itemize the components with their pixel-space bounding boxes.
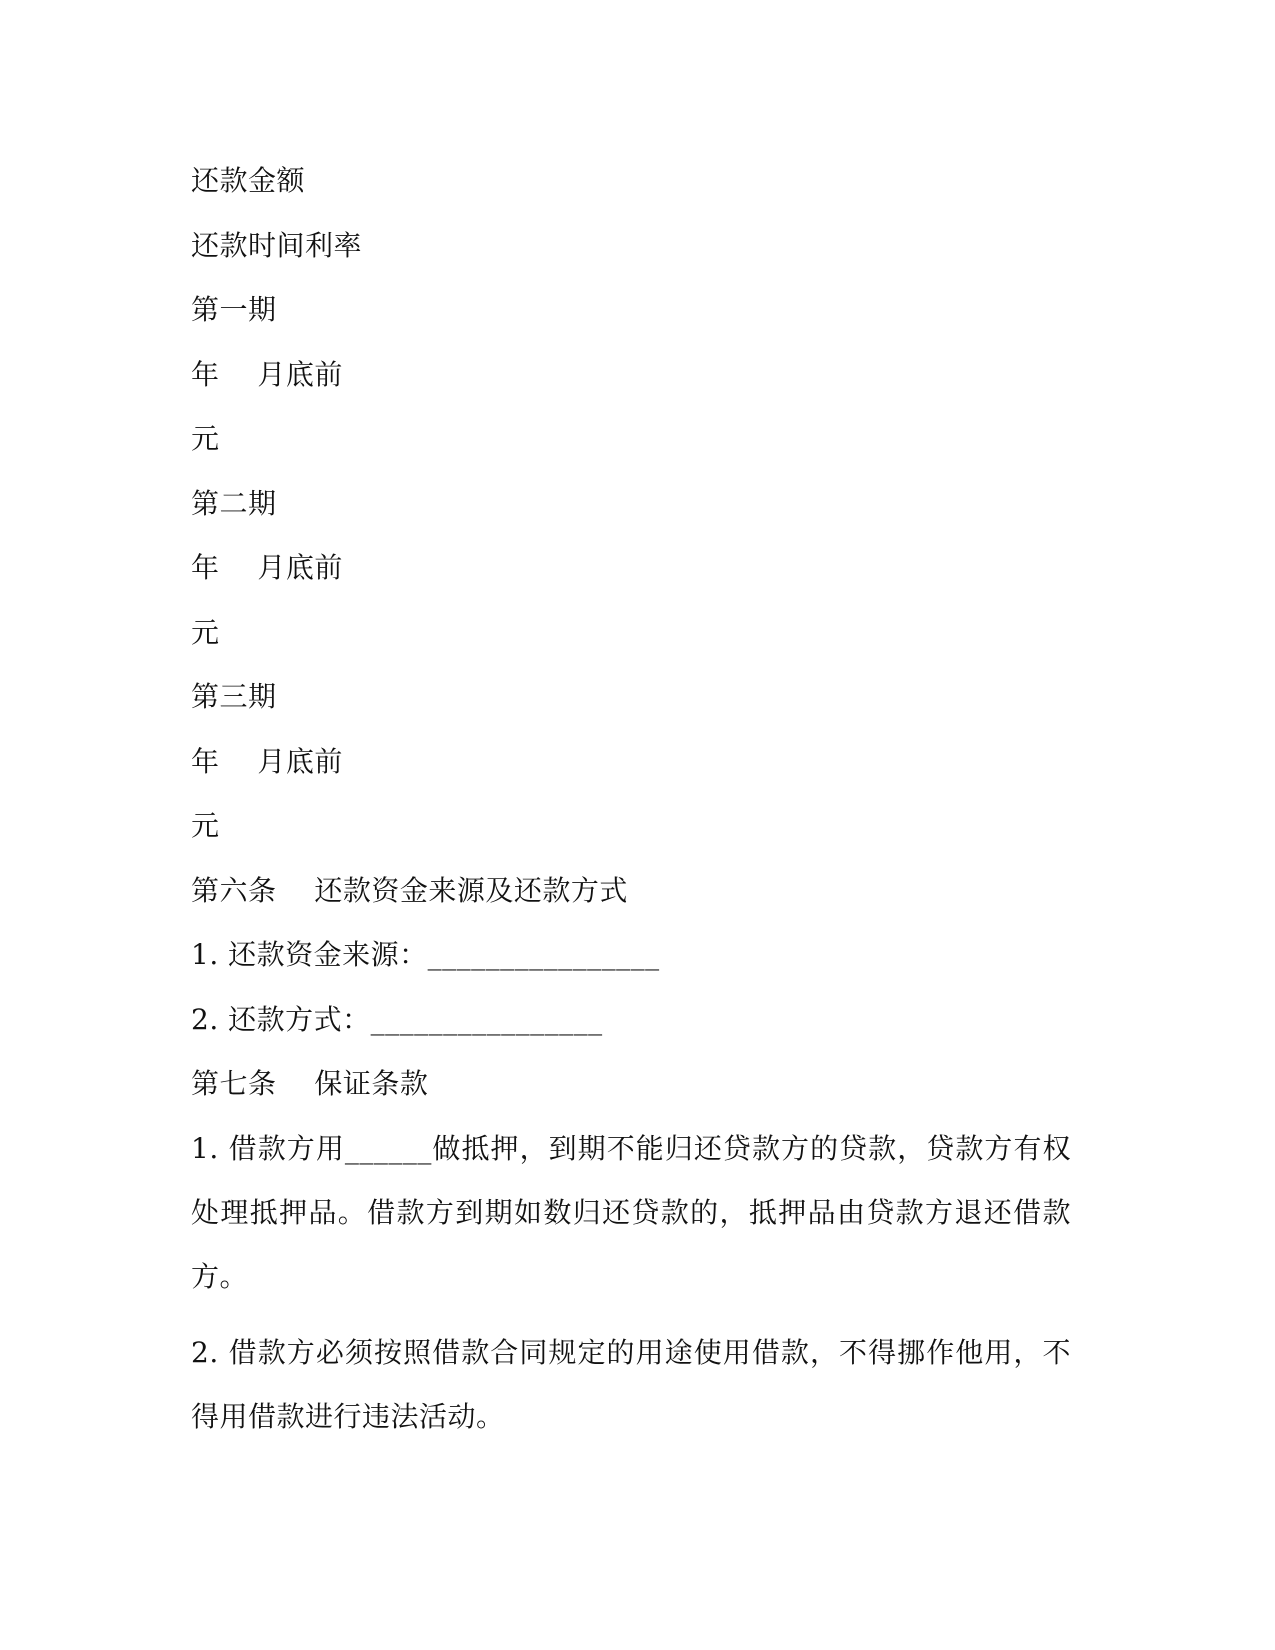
article-6-item-1: 1. 还款资金来源：________________ [191, 938, 660, 971]
installment-1-label: 第一期 [191, 293, 277, 326]
article-7-heading: 第七条 保证条款 [191, 1067, 429, 1100]
article-7-item-2: 2. 借款方必须按照借款合同规定的用途使用借款，不得挪作他用，不得用借款进行违法活动。 [191, 1335, 1071, 1433]
installment-3-label: 第三期 [191, 680, 277, 713]
installment-1-date: 年 月底前 [191, 357, 343, 391]
repayment-time-rate-heading: 还款时间利率 [191, 228, 363, 262]
article-6-item-2: 2. 还款方式：________________ [191, 1002, 603, 1036]
installment-3-amount: 元 [191, 809, 220, 842]
installment-2-amount: 元 [191, 615, 220, 649]
installment-2-label: 第二期 [191, 486, 277, 520]
repayment-amount-heading: 还款金额 [191, 164, 306, 197]
article-7-item-1: 1. 借款方用______做抵押，到期不能归还贷款方的贷款，贷款方有权处理抵押品。借款方到期如数归还贷款的，抵押品由贷款方退还借款方。 [191, 1131, 1071, 1293]
article-6-heading: 第六条 还款资金来源及还款方式 [191, 873, 628, 907]
installment-2-date: 年 月底前 [191, 551, 343, 584]
installment-1-amount: 元 [191, 422, 220, 455]
document-body [191, 163, 1071, 1475]
installment-3-date: 年 月底前 [191, 744, 343, 778]
